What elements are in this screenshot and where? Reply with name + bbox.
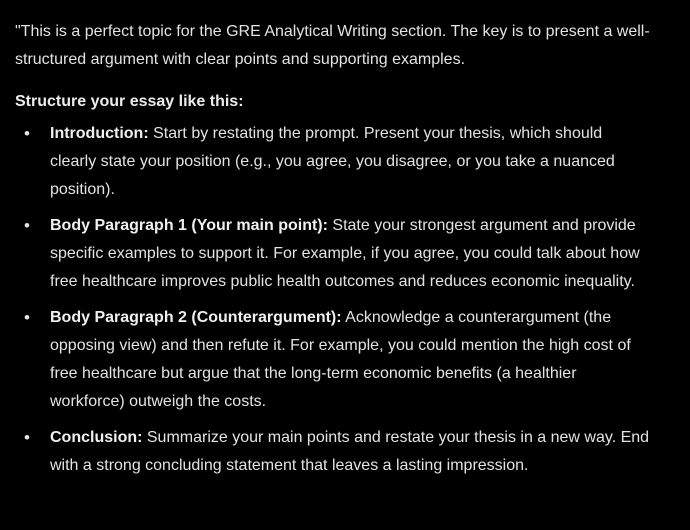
bullet-icon: • <box>24 124 30 143</box>
point-text: Acknowledge a counterargument (the opposing view) and then refute it. For example, you could mention the high cost of free healthcare but argue that the long-term economic benefits (a healthier workforce) outweigh the costs. <box>50 309 631 410</box>
bullet-icon: • <box>24 216 30 235</box>
point-title: Conclusion: <box>50 429 143 446</box>
intro-paragraph: "This is a perfect topic for the GRE Analytical Writing section. The key is to present a well-structured argument with clear points and supporting examples. <box>15 23 650 68</box>
bullet-icon: • <box>24 308 30 327</box>
point-title: Body Paragraph 2 (Counterargument): <box>50 309 342 326</box>
point-title: Introduction: <box>50 125 149 142</box>
bullet-icon: • <box>24 428 30 447</box>
point-text: Start by restating the prompt. Present your thesis, which should clearly state your position (e.g., you agree, you disagree, or you take a nuanced position). <box>50 125 615 198</box>
point-title: Body Paragraph 1 (Your main point): <box>50 217 328 234</box>
point-text: State your strongest argument and provide specific examples to support it. For example, if you agree, you could talk about how free healthcare improves public health outcomes and reduces economic inequality. <box>50 217 640 290</box>
structure-heading: Structure your essay like this: <box>15 93 244 110</box>
list-item-introduction <box>15 120 650 204</box>
list-item-body-paragraph-1 <box>15 212 650 296</box>
point-text: Summarize your main points and restate your thesis in a new way. End with a strong concluding statement that leaves a lasting impression. <box>50 429 650 474</box>
list-item-conclusion <box>15 424 650 480</box>
list-item-body-paragraph-2 <box>15 304 650 416</box>
essay-structure-list <box>15 120 666 480</box>
